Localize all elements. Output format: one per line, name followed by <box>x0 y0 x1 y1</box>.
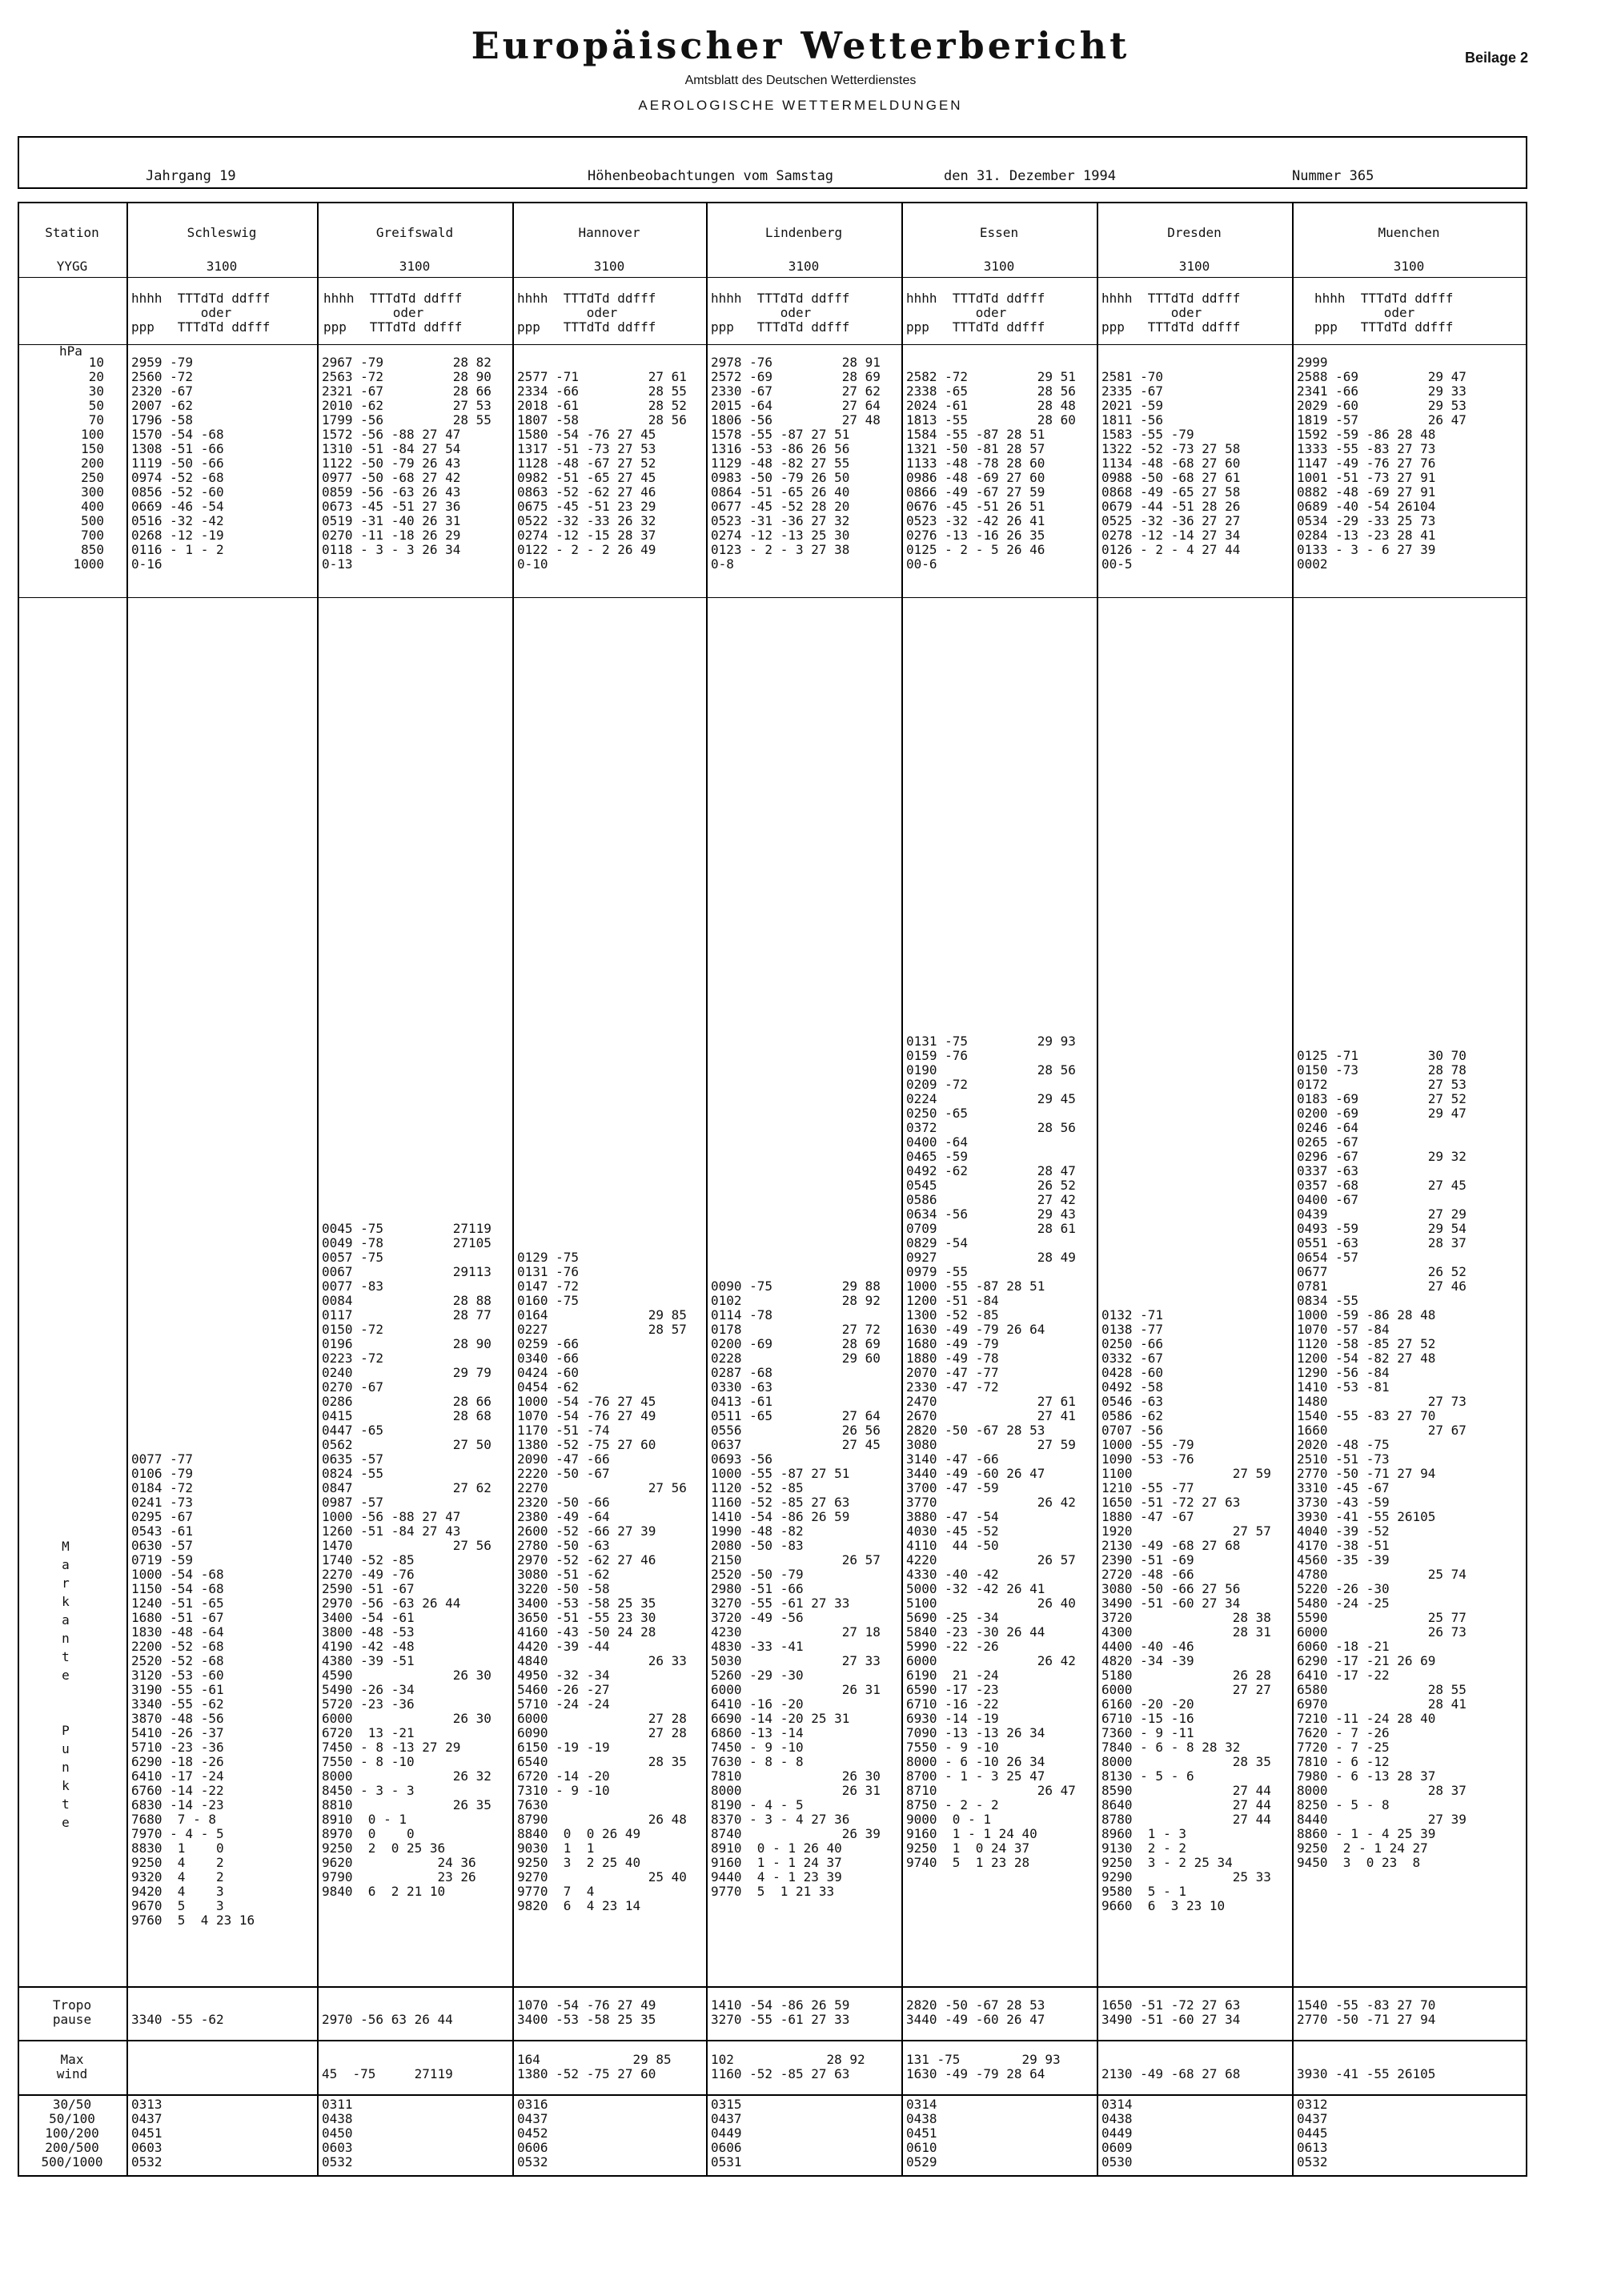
layer-thickness-essen: 0314 0438 0451 0610 0529 <box>906 2097 937 2170</box>
pressure-level: 30 <box>88 383 104 399</box>
column-format-header: hhhh TTTdTd ddfff oder ppp TTTdTd ddfff <box>1314 291 1454 335</box>
layer-thickness-hannover: 0316 0437 0452 0606 0532 <box>517 2097 548 2170</box>
tropopause-hannover: 1070 -54 -76 27 49 3400 -53 -58 25 35 <box>517 1997 656 2027</box>
section-title: AEROLOGISCHE WETTERMELDUNGEN <box>638 98 963 113</box>
layer-thickness-lindenberg: 0315 0437 0449 0606 0531 <box>711 2097 742 2170</box>
row-divider <box>18 2094 1527 2096</box>
pressure-level: 100 <box>81 427 104 442</box>
volume-label: Jahrgang 19 <box>146 168 236 184</box>
station-time-greifswald: 3100 <box>399 259 431 274</box>
station-name-dresden: Dresden <box>1167 225 1222 240</box>
pressure-level: 700 <box>81 528 104 543</box>
station-name-essen: Essen <box>979 225 1019 240</box>
observation-title: Höhenbeobachtungen vom Samstag <box>588 168 834 184</box>
column-format-header: hhhh TTTdTd ddfff oder ppp TTTdTd ddfff <box>323 291 463 335</box>
standard-levels-greifswald: 2967 -79 28 82 2563 -72 28 90 2321 -67 28 66 2010 -62 27 53 1799 -56 28 55 1572 -56 -88 27 47 1310 -51 -84 27 54 1122 -50 -79 26 43 0977 -50 -68 27 42 0859 -56 -63 26 43 0673 -45 -51 27 36 0519 -31 -40 26 31 0270 -11 -18 26 29 0118 - 3 - 3 26 34 0-13 <box>322 355 492 572</box>
station-time-dresden: 3100 <box>1178 259 1210 274</box>
pressure-level: 850 <box>81 542 104 557</box>
row-divider <box>18 277 1527 278</box>
tropopause-muenchen: 1540 -55 -83 27 70 2770 -50 -71 27 94 <box>1297 1997 1436 2027</box>
station-time-hannover: 3100 <box>593 259 625 274</box>
tropopause-lindenberg: 1410 -54 -86 26 59 3270 -55 -61 27 33 <box>711 1997 850 2027</box>
max-wind-essen: 131 -75 29 93 1630 -49 -79 28 64 <box>906 2052 1061 2081</box>
significant-points-essen: 0131 -75 29 93 0159 -76 0190 28 56 0209 -72 0224 29 45 0250 -65 0372 28 56 0400 -64 0465 -59 0492 -62 28 47 0545 26 52 0586 27 42 0634 -56 29 43 0709 28 61 0829 -54 0927 28 49 0979 -55 1000 -55 -87 28 51 1200 -51 -84 1300 -52 -85 1630 -49 -79 26 64 1680 -49 -79 1880 -49 -78 2070 -47 -77 2330 -47 -72 2470 27 61 2670 27 41 2820 -50 -67 28 53 3080 27 59 3140 -47 -66 3440 -49 -60 26 47 3700 -47 -59 3770 26 42 3880 -47 -54 4030 -45 -52 4110 44 -50 4220 26 57 4330 -40 -42 5000 -32 -42 26 41 5100 26 40 5690 -25 -34 5840 -23 -30 26 44 5990 -22 -26 6000 26 42 6190 21 -24 6590 -17 -23 6710 -16 -22 6930 -14 -19 7090 -13 -13 26 34 7550 - 9 -10 8000 - 6 -10 26 34 8700 - 1 - 3 25 47 8710 26 47 8750 - 2 - 2 9000 0 - 1 9160 1 - 1 24 40 9250 1 0 24 37 9740 5 1 23 28 <box>906 1034 1076 1870</box>
column-divider <box>706 202 708 2176</box>
layer-thickness-schleswig: 0313 0437 0451 0603 0532 <box>131 2097 163 2170</box>
station-name-greifswald: Greifswald <box>375 225 454 240</box>
pressure-levels <box>24 355 104 572</box>
pressure-level: 200 <box>81 456 104 471</box>
station-time-muenchen: 3100 <box>1393 259 1425 274</box>
document-title: Europäischer Wetterbericht <box>471 24 1130 67</box>
layer-thickness-muenchen: 0312 0437 0445 0613 0532 <box>1297 2097 1328 2170</box>
standard-levels-lindenberg: 2978 -76 28 91 2572 -69 28 69 2330 -67 27 62 2015 -64 27 64 1806 -56 27 48 1578 -55 -87 27 51 1316 -53 -86 26 56 1129 -48 -82 27 55 0983 -50 -79 26 50 0864 -51 -65 26 40 0677 -45 -52 28 20 0523 -31 -36 27 32 0274 -12 -13 25 30 0123 - 2 - 3 27 38 0-8 <box>711 355 881 572</box>
max-wind-greifswald: 45 -75 27119 <box>322 2066 453 2081</box>
row-divider <box>18 2040 1527 2041</box>
layer-thickness-label: 30/50 50/100 100/200 200/500 500/1000 <box>41 2097 103 2170</box>
significant-points-hannover: 0129 -75 0131 -76 0147 -72 0160 -75 0164 29 85 0227 28 57 0259 -66 0340 -66 0424 -60 0454 -62 1000 -54 -76 27 45 1070 -54 -76 27 49 1170 -51 -74 1380 -52 -75 27 60 2090 -47 -66 2220 -50 -67 2270 27 56 2320 -50 -66 2380 -49 -64 2600 -52 -66 27 39 2780 -50 -63 2970 -52 -62 27 46 3080 -51 -62 3220 -50 -58 3400 -53 -58 25 35 3650 -51 -55 23 30 4160 -43 -50 24 28 4420 -39 -44 4840 26 33 4950 -32 -34 5460 -26 -27 5710 -24 -24 6000 27 28 6090 27 28 6150 -19 -19 6540 28 35 6720 -14 -20 7310 - 9 -10 7630 8790 26 48 8840 0 0 26 49 9030 1 1 9250 3 2 25 40 9270 25 40 9770 7 4 9820 6 4 23 14 <box>517 1250 687 1913</box>
tropopause-label: Tropo pause <box>52 1997 92 2027</box>
column-divider <box>126 202 128 2176</box>
pressure-level: 1000 <box>73 556 104 572</box>
station-name-schleswig: Schleswig <box>187 225 257 240</box>
max-wind-label: Max wind <box>56 2052 88 2081</box>
standard-levels-essen: 2582 -72 29 51 2338 -65 28 56 2024 -61 28 48 1813 -55 28 60 1584 -55 -87 28 51 1321 -50 -81 28 57 1133 -48 -78 28 60 0986 -48 -69 27 60 0866 -49 -67 27 59 0676 -45 -51 26 51 0523 -32 -42 26 41 0276 -13 -16 26 35 0125 - 2 - 5 26 46 00-6 <box>906 369 1076 572</box>
max-wind-lindenberg: 102 28 92 1160 -52 -85 27 63 <box>711 2052 865 2081</box>
pressure-level: 10 <box>88 355 104 370</box>
station-name-hannover: Hannover <box>578 225 640 240</box>
pressure-level: 70 <box>88 412 104 427</box>
column-divider <box>317 202 319 2176</box>
significant-points-greifswald: 0045 -75 27119 0049 -78 27105 0057 -75 0067 29113 0077 -83 0084 28 88 0117 28 77 0150 -72 0196 28 90 0223 -72 0240 29 79 0270 -67 0286 28 66 0415 28 68 0447 -65 0562 27 50 0635 -57 0824 -55 0847 27 62 0987 -57 1000 -56 -88 27 47 1260 -51 -84 27 43 1470 27 56 1740 -52 -85 2270 -49 -76 2590 -51 -67 2970 -56 -63 26 44 3400 -54 -61 3800 -48 -53 4190 -42 -48 4380 -39 -51 4590 26 30 5490 -26 -34 5720 -23 -36 6000 26 30 6720 13 -21 7450 - 8 -13 27 29 7550 - 8 -10 8000 26 32 8450 - 3 - 3 8810 26 35 8910 0 - 1 8970 0 0 9250 2 0 25 36 9620 24 36 9790 23 26 9840 6 2 21 10 <box>322 1221 492 1899</box>
station-time-essen: 3100 <box>983 259 1015 274</box>
report-info-box <box>18 136 1527 189</box>
pressure-level: 300 <box>81 484 104 500</box>
report-number: Nummer 365 <box>1292 168 1374 184</box>
table-border-top <box>18 202 1527 203</box>
column-format-header: hhhh TTTdTd ddfff oder ppp TTTdTd ddfff <box>1101 291 1241 335</box>
significant-points-label: M a r k a n t e P u n k t e <box>62 1539 70 1830</box>
standard-levels-dresden: 2581 -70 2335 -67 2021 -59 1811 -56 1583 -55 -79 1322 -52 -73 27 58 1134 -48 -68 27 60 0988 -50 -68 27 61 0868 -49 -65 27 58 0679 -44 -51 28 26 0525 -32 -36 27 27 0278 -12 -14 27 34 0126 - 2 - 4 27 44 00-5 <box>1101 369 1241 572</box>
station-name-muenchen: Muenchen <box>1378 225 1440 240</box>
pressure-level: 150 <box>81 441 104 456</box>
standard-levels-muenchen: 2999 2588 -69 29 47 2341 -66 29 33 2029 -60 29 53 1819 -57 26 47 1592 -59 -86 28 48 1333 -55 -83 27 73 1147 -49 -76 27 76 1001 -51 -73 27 91 0882 -48 -69 27 91 0689 -40 -54 26104 0534 -29 -33 25 73 0284 -13 -23 28 41 0133 - 3 - 6 27 39 0002 <box>1297 355 1467 572</box>
tropopause-greifswald: 2970 -56 63 26 44 <box>322 2012 453 2027</box>
column-divider <box>1292 202 1294 2176</box>
yygg-label: YYGG <box>56 259 88 274</box>
layer-thickness-dresden: 0314 0438 0449 0609 0530 <box>1101 2097 1133 2170</box>
max-wind-dresden: 2130 -49 -68 27 68 <box>1101 2066 1241 2081</box>
column-format-header: hhhh TTTdTd ddfff oder ppp TTTdTd ddfff <box>906 291 1045 335</box>
observation-table <box>18 202 1527 2176</box>
tropopause-essen: 2820 -50 -67 28 53 3440 -49 -60 26 47 <box>906 1997 1045 2027</box>
significant-points-lindenberg: 0090 -75 29 88 0102 28 92 0114 -78 0178 27 72 0200 -69 28 69 0228 29 60 0287 -68 0330 -63 0413 -61 0511 -65 27 64 0556 26 56 0637 27 45 0693 -56 1000 -55 -87 27 51 1120 -52 -85 1160 -52 -85 27 63 1410 -54 -86 26 59 1990 -48 -82 2080 -50 -83 2150 26 57 2520 -50 -79 2980 -51 -66 3270 -55 -61 27 33 3720 -49 -56 4230 27 18 4830 -33 -41 5030 27 33 5260 -29 -30 6000 26 31 6410 -16 -20 6690 -14 -20 25 31 6860 -13 -14 7450 - 9 -10 7630 - 8 - 8 7810 26 30 8000 26 31 8190 - 4 - 5 8370 - 3 - 4 27 36 8740 26 39 8910 0 - 1 26 40 9160 1 - 1 24 37 9440 4 - 1 23 39 9770 5 1 21 33 <box>711 1278 881 1899</box>
document-subtitle: Amtsblatt des Deutschen Wetterdienstes <box>684 74 917 87</box>
hpa-label: hPa <box>59 343 82 359</box>
pressure-level: 50 <box>88 398 104 413</box>
layer-thickness-greifswald: 0311 0438 0450 0603 0532 <box>322 2097 353 2170</box>
table-border-bottom <box>18 2175 1527 2177</box>
standard-levels-schleswig: 2959 -79 2560 -72 2320 -67 2007 -62 1796 -58 1570 -54 -68 1308 -51 -66 1119 -50 -66 0974 -52 -68 0856 -52 -60 0669 -46 -54 0516 -32 -42 0268 -12 -19 0116 - 1 - 2 0-16 <box>131 355 224 572</box>
max-wind-muenchen: 3930 -41 -55 26105 <box>1297 2066 1436 2081</box>
tropopause-dresden: 1650 -51 -72 27 63 3490 -51 -60 27 34 <box>1101 1997 1241 2027</box>
table-border-left <box>18 202 19 2176</box>
pressure-level: 20 <box>88 369 104 384</box>
max-wind-hannover: 164 29 85 1380 -52 -75 27 60 <box>517 2052 672 2081</box>
pressure-level: 500 <box>81 513 104 528</box>
standard-levels-hannover: 2577 -71 27 61 2334 -66 28 55 2018 -61 28 52 1807 -58 28 56 1580 -54 -76 27 45 1317 -51 -73 27 53 1128 -48 -67 27 52 0982 -51 -65 27 45 0863 -52 -62 27 46 0675 -45 -51 23 29 0522 -32 -33 26 32 0274 -12 -15 28 37 0122 - 2 - 2 26 49 0-10 <box>517 369 687 572</box>
column-format-header: hhhh TTTdTd ddfff oder ppp TTTdTd ddfff <box>131 291 271 335</box>
station-label: Station <box>45 225 99 240</box>
column-format-header: hhhh TTTdTd ddfff oder ppp TTTdTd ddfff <box>517 291 656 335</box>
station-name-lindenberg: Lindenberg <box>764 225 843 240</box>
pressure-level: 250 <box>81 470 104 485</box>
row-divider <box>18 597 1527 598</box>
report-date: den 31. Dezember 1994 <box>944 168 1116 184</box>
table-border-right <box>1526 202 1527 2176</box>
tropopause-schleswig: 3340 -55 -62 <box>131 2012 224 2027</box>
column-format-header: hhhh TTTdTd ddfff oder ppp TTTdTd ddfff <box>711 291 850 335</box>
column-divider <box>1097 202 1098 2176</box>
column-divider <box>901 202 903 2176</box>
supplement-label: Beilage 2 <box>1465 50 1529 66</box>
pressure-level: 400 <box>81 499 104 514</box>
station-time-schleswig: 3100 <box>206 259 238 274</box>
significant-points-schleswig: 0077 -77 0106 -79 0184 -72 0241 -73 0295 -67 0543 -61 0630 -57 0719 -59 1000 -54 -68 1150 -54 -68 1240 -51 -65 1680 -51 -67 1830 -48 -64 2200 -52 -68 2520 -52 -68 3120 -53 -60 3190 -55 -61 3340 -55 -62 3870 -48 -56 5410 -26 -37 5710 -23 -36 6290 -18 -26 6410 -17 -24 6760 -14 -22 6830 -14 -23 7680 7 - 8 7970 - 4 - 5 8830 1 0 9250 4 2 9320 4 2 9420 4 3 9670 5 3 9760 5 4 23 16 <box>131 1451 255 1928</box>
row-divider <box>18 1986 1527 1988</box>
significant-points-muenchen: 0125 -71 30 70 0150 -73 28 78 0172 27 53 0183 -69 27 52 0200 -69 29 47 0246 -64 0265 -67 0296 -67 29 32 0337 -63 0357 -68 27 45 0400 -67 0439 27 29 0493 -59 29 54 0551 -63 28 37 0654 -57 0677 26 52 0781 27 46 0834 -55 1000 -59 -86 28 48 1070 -57 -84 1120 -58 -85 27 52 1200 -54 -82 27 48 1290 -56 -84 1410 -53 -81 1480 27 73 1540 -55 -83 27 70 1660 27 67 2020 -48 -75 2510 -51 -73 2770 -50 -71 27 94 3310 -45 -67 3730 -43 -59 3930 -41 -55 26105 4040 -39 -52 4170 -38 -51 4560 -35 -39 4780 25 74 5220 -26 -30 5480 -24 -25 5590 25 77 6000 26 73 6060 -18 -21 6290 -17 -21 26 69 6410 -17 -22 6580 28 55 6970 28 41 7210 -11 -24 28 40 7620 - 7 -26 7720 - 7 -25 7810 - 6 -12 7980 - 6 -13 28 37 8000 28 37 8250 - 5 - 8 8440 27 39 8860 - 1 - 4 25 39 9250 2 - 1 24 27 9450 3 0 23 8 <box>1297 1048 1467 1870</box>
significant-points-dresden: 0132 -71 0138 -77 0250 -66 0332 -67 0428 -60 0492 -58 0546 -63 0586 -62 0707 -56 1000 -55 -79 1090 -53 -76 1100 27 59 1210 -55 -77 1650 -51 -72 27 63 1880 -47 -67 1920 27 57 2130 -49 -68 27 68 2390 -51 -69 2720 -48 -66 3080 -50 -66 27 56 3490 -51 -60 27 34 3720 28 38 4300 28 31 4400 -40 -46 4820 -34 -39 5180 26 28 6000 27 27 6160 -20 -20 6710 -15 -16 7360 - 9 -11 7840 - 6 - 8 28 32 8000 28 35 8130 - 5 - 6 8590 27 44 8640 27 44 8780 27 44 8960 1 - 3 9130 2 - 2 9250 3 - 2 25 34 9290 25 33 9580 5 - 1 9660 6 3 23 10 <box>1101 1307 1271 1913</box>
station-time-lindenberg: 3100 <box>788 259 820 274</box>
row-divider <box>18 344 1527 345</box>
column-divider <box>512 202 514 2176</box>
